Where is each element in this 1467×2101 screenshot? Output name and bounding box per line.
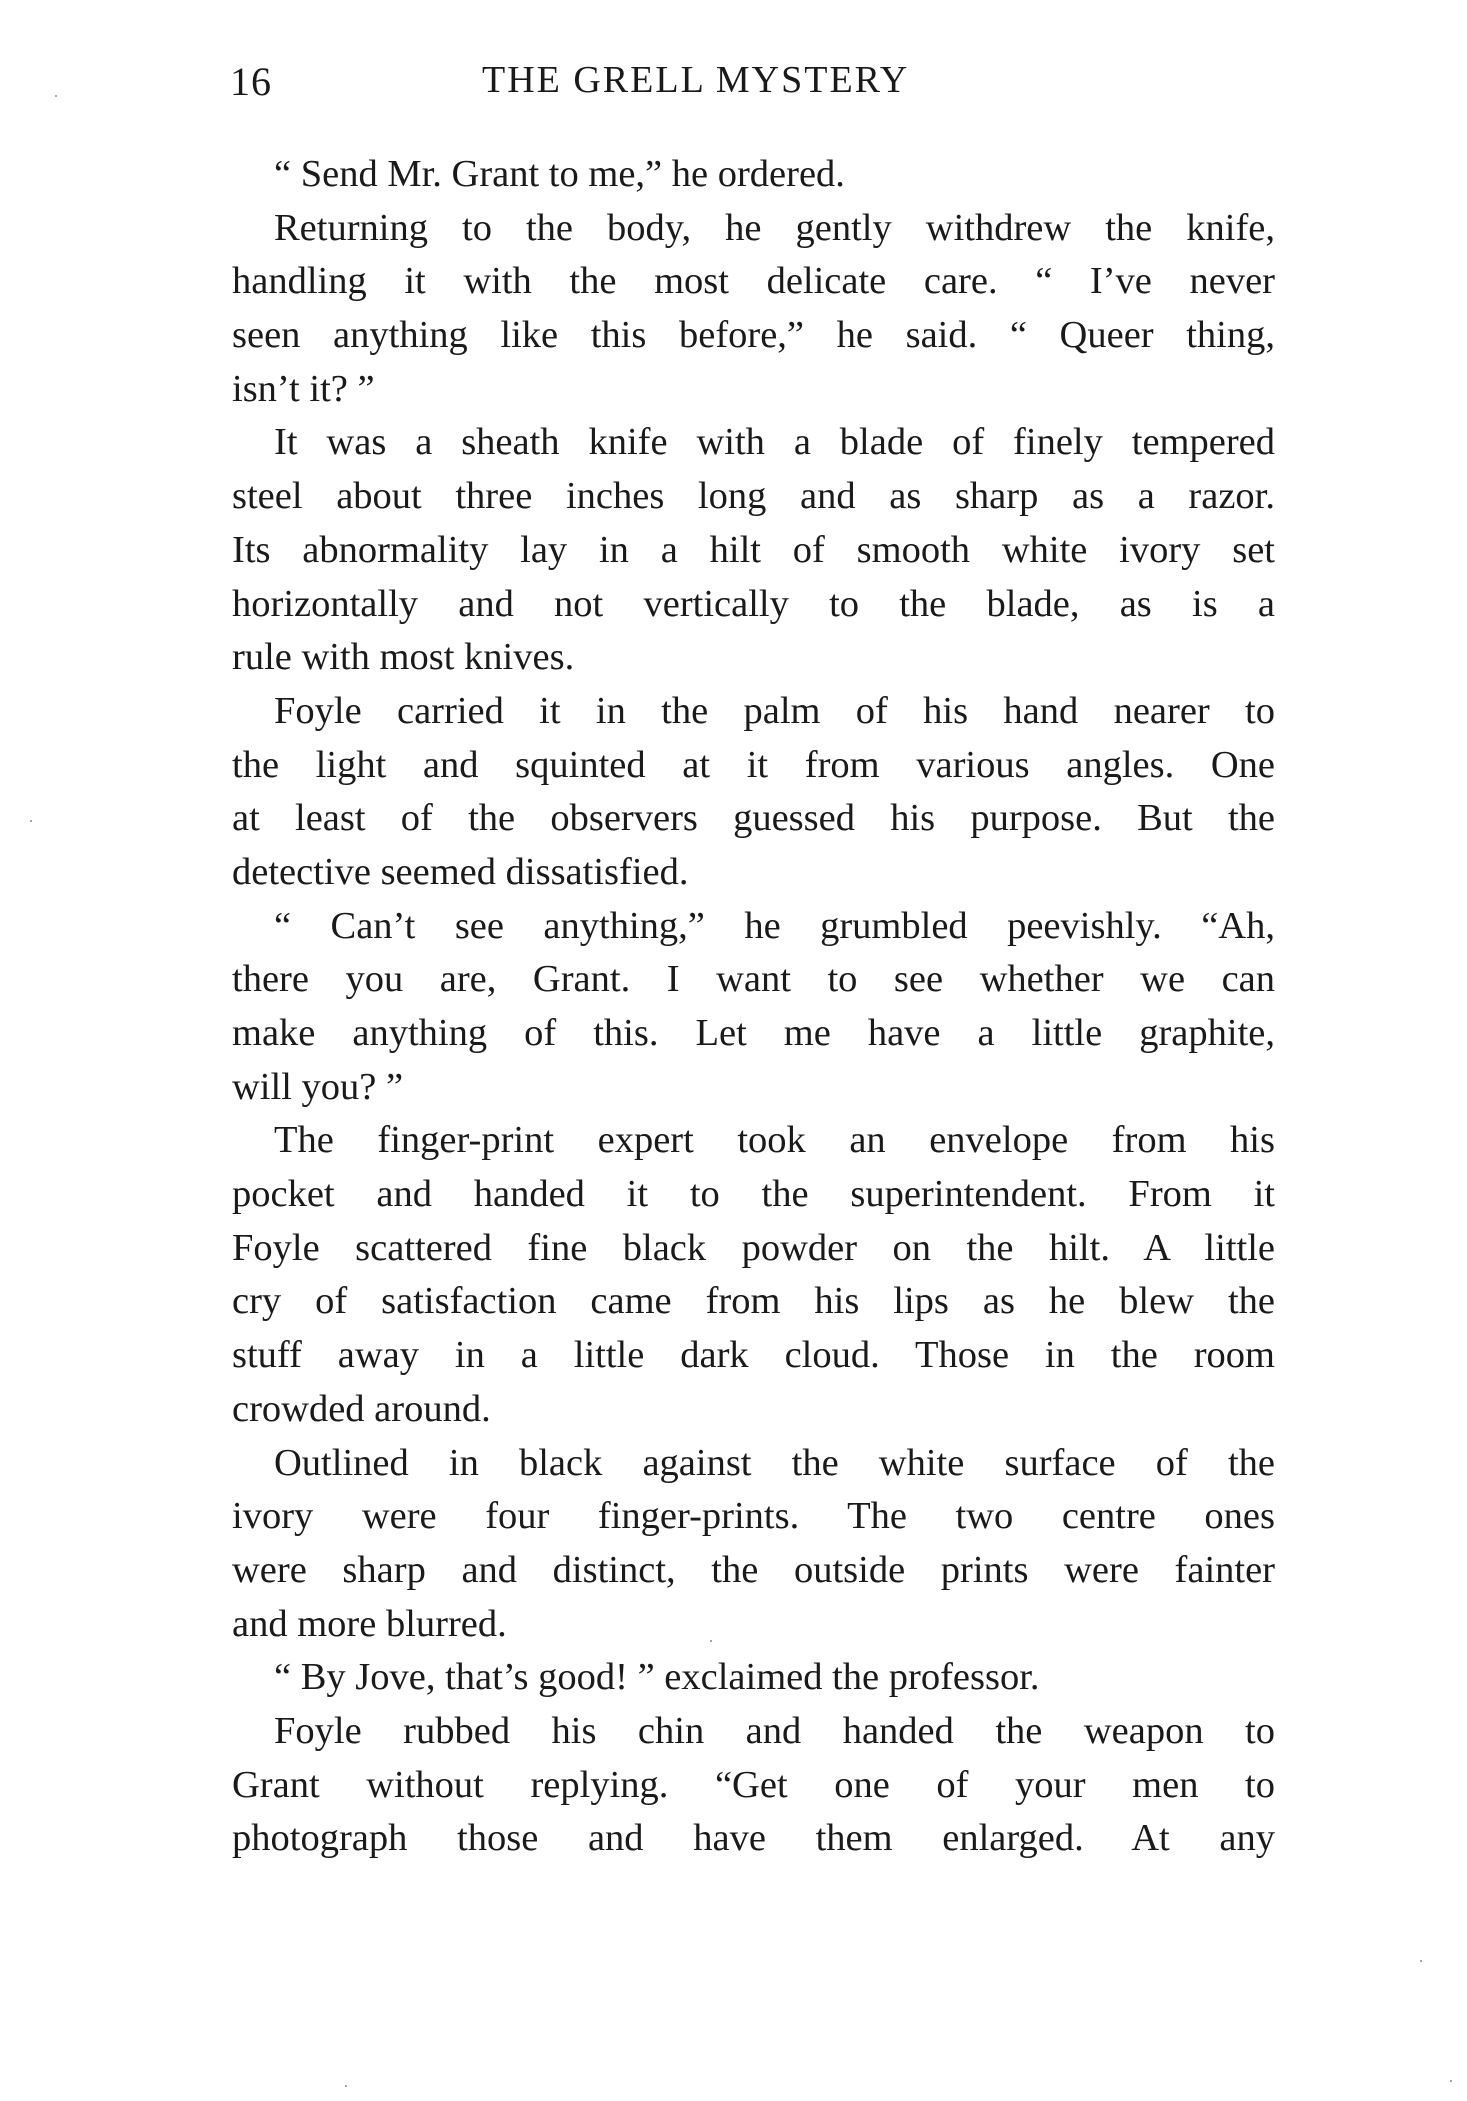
text-line: isn’t it? ” [232, 367, 375, 410]
text-line: crowded around. [232, 1387, 491, 1430]
text-line: It was a sheath knife with a blade of finely tempered [274, 421, 1275, 464]
text-line: and more blurred. [232, 1602, 507, 1645]
text-line: The finger-print expert took an envelope from his [274, 1119, 1275, 1162]
text-line: “ Send Mr. Grant to me,” he ordered. [274, 153, 845, 195]
text-line: handling it with the most delicate care. “ I’ve never [232, 260, 1275, 303]
text-line: seen anything like this before,” he said. “ Queer thing, [232, 314, 1275, 357]
text-line: “ Can’t see anything,” he grumbled peevishly. “Ah, [274, 904, 1275, 947]
paper-speck [1450, 2080, 1452, 2082]
text-line: stuff away in a little dark cloud. Those in the room [232, 1334, 1275, 1377]
text-line: were sharp and distinct, the outside prints were fainter [232, 1548, 1275, 1591]
page-number: 16 [230, 59, 272, 104]
text-line: the light and squinted at it from various angles. One [232, 743, 1275, 786]
text-line: Foyle rubbed his chin and handed the weapon to [274, 1709, 1275, 1752]
text-line: steel about three inches long and as sharp as a razor. [232, 475, 1275, 518]
page-header [230, 58, 1017, 118]
body-text [232, 148, 1275, 1866]
text-line: rule with most knives. [232, 636, 575, 679]
paper-speck [1420, 1960, 1422, 1962]
paper-speck [55, 95, 57, 97]
text-line: Foyle carried it in the palm of his hand nearer to [274, 689, 1275, 732]
text-line: “ By Jove, that’s good! ” exclaimed the professor. [274, 1656, 1040, 1699]
text-line: at least of the observers guessed his purpose. But the [232, 797, 1275, 840]
text-line: detective seemed dissatisfied. [232, 850, 689, 893]
text-line: Returning to the body, he gently withdrew the knife, [274, 206, 1275, 249]
paper-speck [345, 2085, 347, 2087]
text-line: Its abnormality lay in a hilt of smooth white ivory set [232, 528, 1275, 571]
text-line: Foyle scattered fine black powder on the hilt. A little [232, 1226, 1275, 1269]
text-line: make anything of this. Let me have a little graphite, [232, 1012, 1275, 1054]
paper-speck [710, 1640, 712, 1642]
text-line: there you are, Grant. I want to see whether we can [232, 958, 1275, 1001]
text-line: Grant without replying. “Get one of your men to [232, 1763, 1275, 1806]
text-line: cry of satisfaction came from his lips as he blew the [232, 1280, 1275, 1323]
text-line: pocket and handed it to the superintendent. From it [232, 1173, 1275, 1216]
running-title: THE GRELL MYSTERY [482, 59, 910, 101]
text-line: horizontally and not vertically to the blade, as is a [232, 582, 1275, 625]
text-line: will you? ” [232, 1065, 404, 1108]
text-line: Outlined in black against the white surface of the [274, 1441, 1275, 1484]
text-line: ivory were four finger-prints. The two centre ones [232, 1495, 1275, 1538]
paper-speck [30, 820, 32, 822]
text-line: photograph those and have them enlarged. At any [232, 1817, 1275, 1860]
